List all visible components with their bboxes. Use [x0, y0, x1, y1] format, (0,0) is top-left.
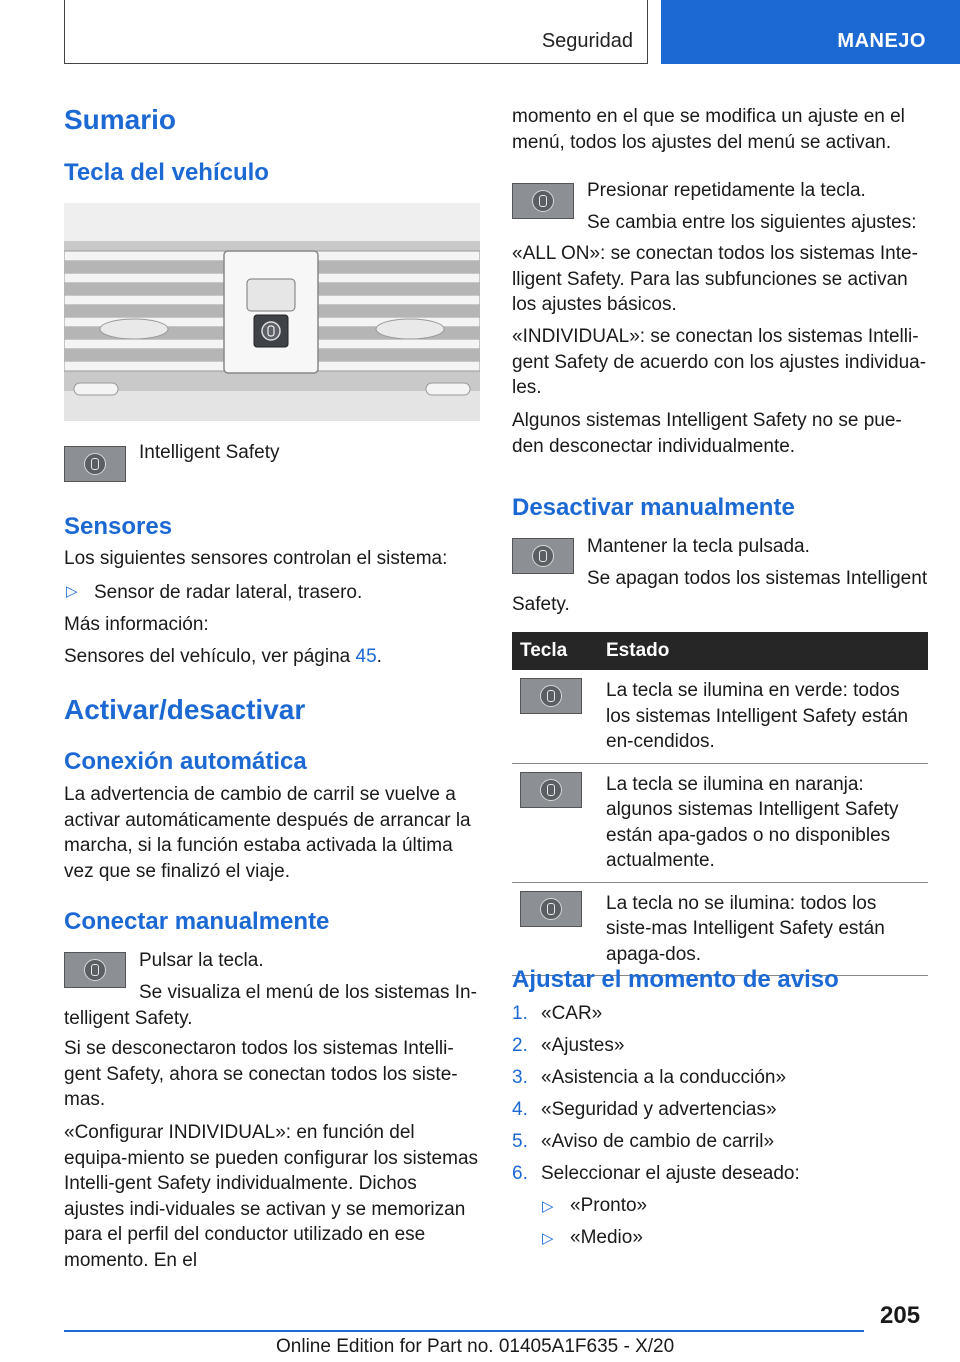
manual-off-step1: Mantener la tecla pulsada.: [587, 536, 810, 557]
header-section-box: [64, 0, 648, 64]
list-item: 6. Seleccionar el ajuste deseado:: [512, 1163, 800, 1184]
table-header-key: Tecla: [512, 632, 598, 670]
list-item: 4. «Seguridad y advertencias»: [512, 1099, 777, 1120]
sensors-heading: Sensores: [64, 513, 173, 540]
page-number: 205: [880, 1302, 921, 1329]
key-orange-icon: [520, 772, 582, 808]
more-info-label: Más información:: [64, 614, 209, 635]
table-header-row: [512, 632, 928, 670]
auto-connect-text: La advertencia de cambio de carril se vuelve a activar automáticamente después de arrancar la marcha, si la función estaba activada la última vez que se finalizó el viaje.: [64, 784, 471, 882]
manual-off-step2: Se apagan todos los sistemas Intelligent Safety.: [512, 568, 928, 615]
all-on-text: «ALL ON»: se conectan todos los sistemas Inte‐lligent Safety. Para las subfunciones se activan los ajustes básicos.: [512, 243, 918, 315]
manual-on-step2: Se visualiza el menú de los sistemas In‐telligent Safety.: [64, 982, 477, 1029]
key-green-icon: [520, 678, 582, 714]
footer-edition: Online Edition for Part no. 01405A1F635 - X/20: [276, 1336, 675, 1357]
header-section-title: Seguridad: [541, 30, 633, 52]
some-systems-text: Algunos sistemas Intelligent Safety no se pue‐den desconectar individualmente.: [512, 410, 902, 457]
triangle-bullet-icon: ▷: [66, 583, 78, 600]
key-off-icon: [520, 891, 582, 927]
sensors-intro: Los siguientes sensores controlan el sistema:: [64, 548, 448, 569]
header-chapter-tab: [661, 0, 960, 64]
continued-text: momento en el que se modifica un ajuste en el menú, todos los ajustes del menú se activan.: [512, 106, 905, 153]
list-item: 2. «Ajustes»: [512, 1035, 625, 1056]
table-header-state: Estado: [598, 632, 928, 670]
page-title: Sumario: [64, 104, 177, 135]
sensors-reference: Sensores del vehículo, ver página 45.: [64, 646, 382, 667]
list-item: ▷ «Pronto»: [512, 1193, 928, 1225]
table-row: [512, 763, 928, 882]
vehicle-key-heading: Tecla del vehículo: [64, 159, 269, 186]
activate-heading: Activar/desactivar: [64, 694, 306, 725]
key-state-table: [512, 632, 928, 976]
page-link-45[interactable]: 45: [355, 646, 377, 667]
manual-on-text1: Si se desconectaron todos los sistemas Intelli‐gent Safety, ahora se conectan todos los siste‐mas.: [64, 1038, 458, 1110]
manual-on-text2: «Configurar INDIVIDUAL»: en función del equipa‐miento se pueden configurar los sistemas Intelli‐gent Safety individualmente. Dichos ajustes indi‐viduales se activan y se memorizan para el perfil del conductor utilizado en ese momento. En el: [64, 1122, 479, 1271]
triangle-bullet-icon: ▷: [542, 1198, 554, 1215]
list-item: 1. «CAR»: [512, 1003, 603, 1024]
manual-on-step1: Pulsar la tecla.: [139, 950, 264, 971]
triangle-bullet-icon: ▷: [542, 1230, 554, 1247]
manual-off-heading: Desactivar manualmente: [512, 494, 795, 521]
warning-time-heading: Ajustar el momento de aviso: [512, 966, 839, 993]
table-row: [512, 670, 928, 763]
steps-list: [512, 1001, 928, 1257]
list-item: ▷ «Medio»: [512, 1225, 928, 1257]
sensor-item: Sensor de radar lateral, trasero.: [94, 582, 363, 603]
intelligent-safety-key-icon: [512, 183, 574, 219]
list-item: 5. «Aviso de cambio de carril»: [512, 1131, 775, 1152]
header-chapter-title: MANEJO: [837, 30, 926, 52]
table-cell-state: La tecla no se ilumina: todos los siste‐mas Intelligent Safety están apaga‐dos.: [598, 882, 928, 976]
repeat-step1: Presionar repetidamente la tecla.: [587, 180, 866, 201]
key-caption: Intelligent Safety: [139, 442, 280, 463]
table-row: [512, 882, 928, 976]
repeat-step2: Se cambia entre los siguientes ajustes:: [587, 212, 917, 233]
table-cell-state: La tecla se ilumina en verde: todos los sistemas Intelligent Safety están en‐cendidos.: [598, 670, 928, 763]
footer-divider: [64, 1330, 864, 1332]
list-item: 3. «Asistencia a la conducción»: [512, 1067, 787, 1088]
individual-text: «INDIVIDUAL»: se conectan los sistemas Intelli‐gent Safety de acuerdo con los ajustes individua‐les.: [512, 326, 927, 398]
auto-connect-heading: Conexión automática: [64, 748, 307, 775]
manual-on-heading: Conectar manualmente: [64, 908, 330, 935]
vehicle-key-photo: [64, 203, 480, 421]
table-cell-state: La tecla se ilumina en naranja: algunos sistemas Intelligent Safety están apa‐gados o no disponibles actualmente.: [598, 763, 928, 882]
intelligent-safety-key-icon: [64, 446, 126, 482]
